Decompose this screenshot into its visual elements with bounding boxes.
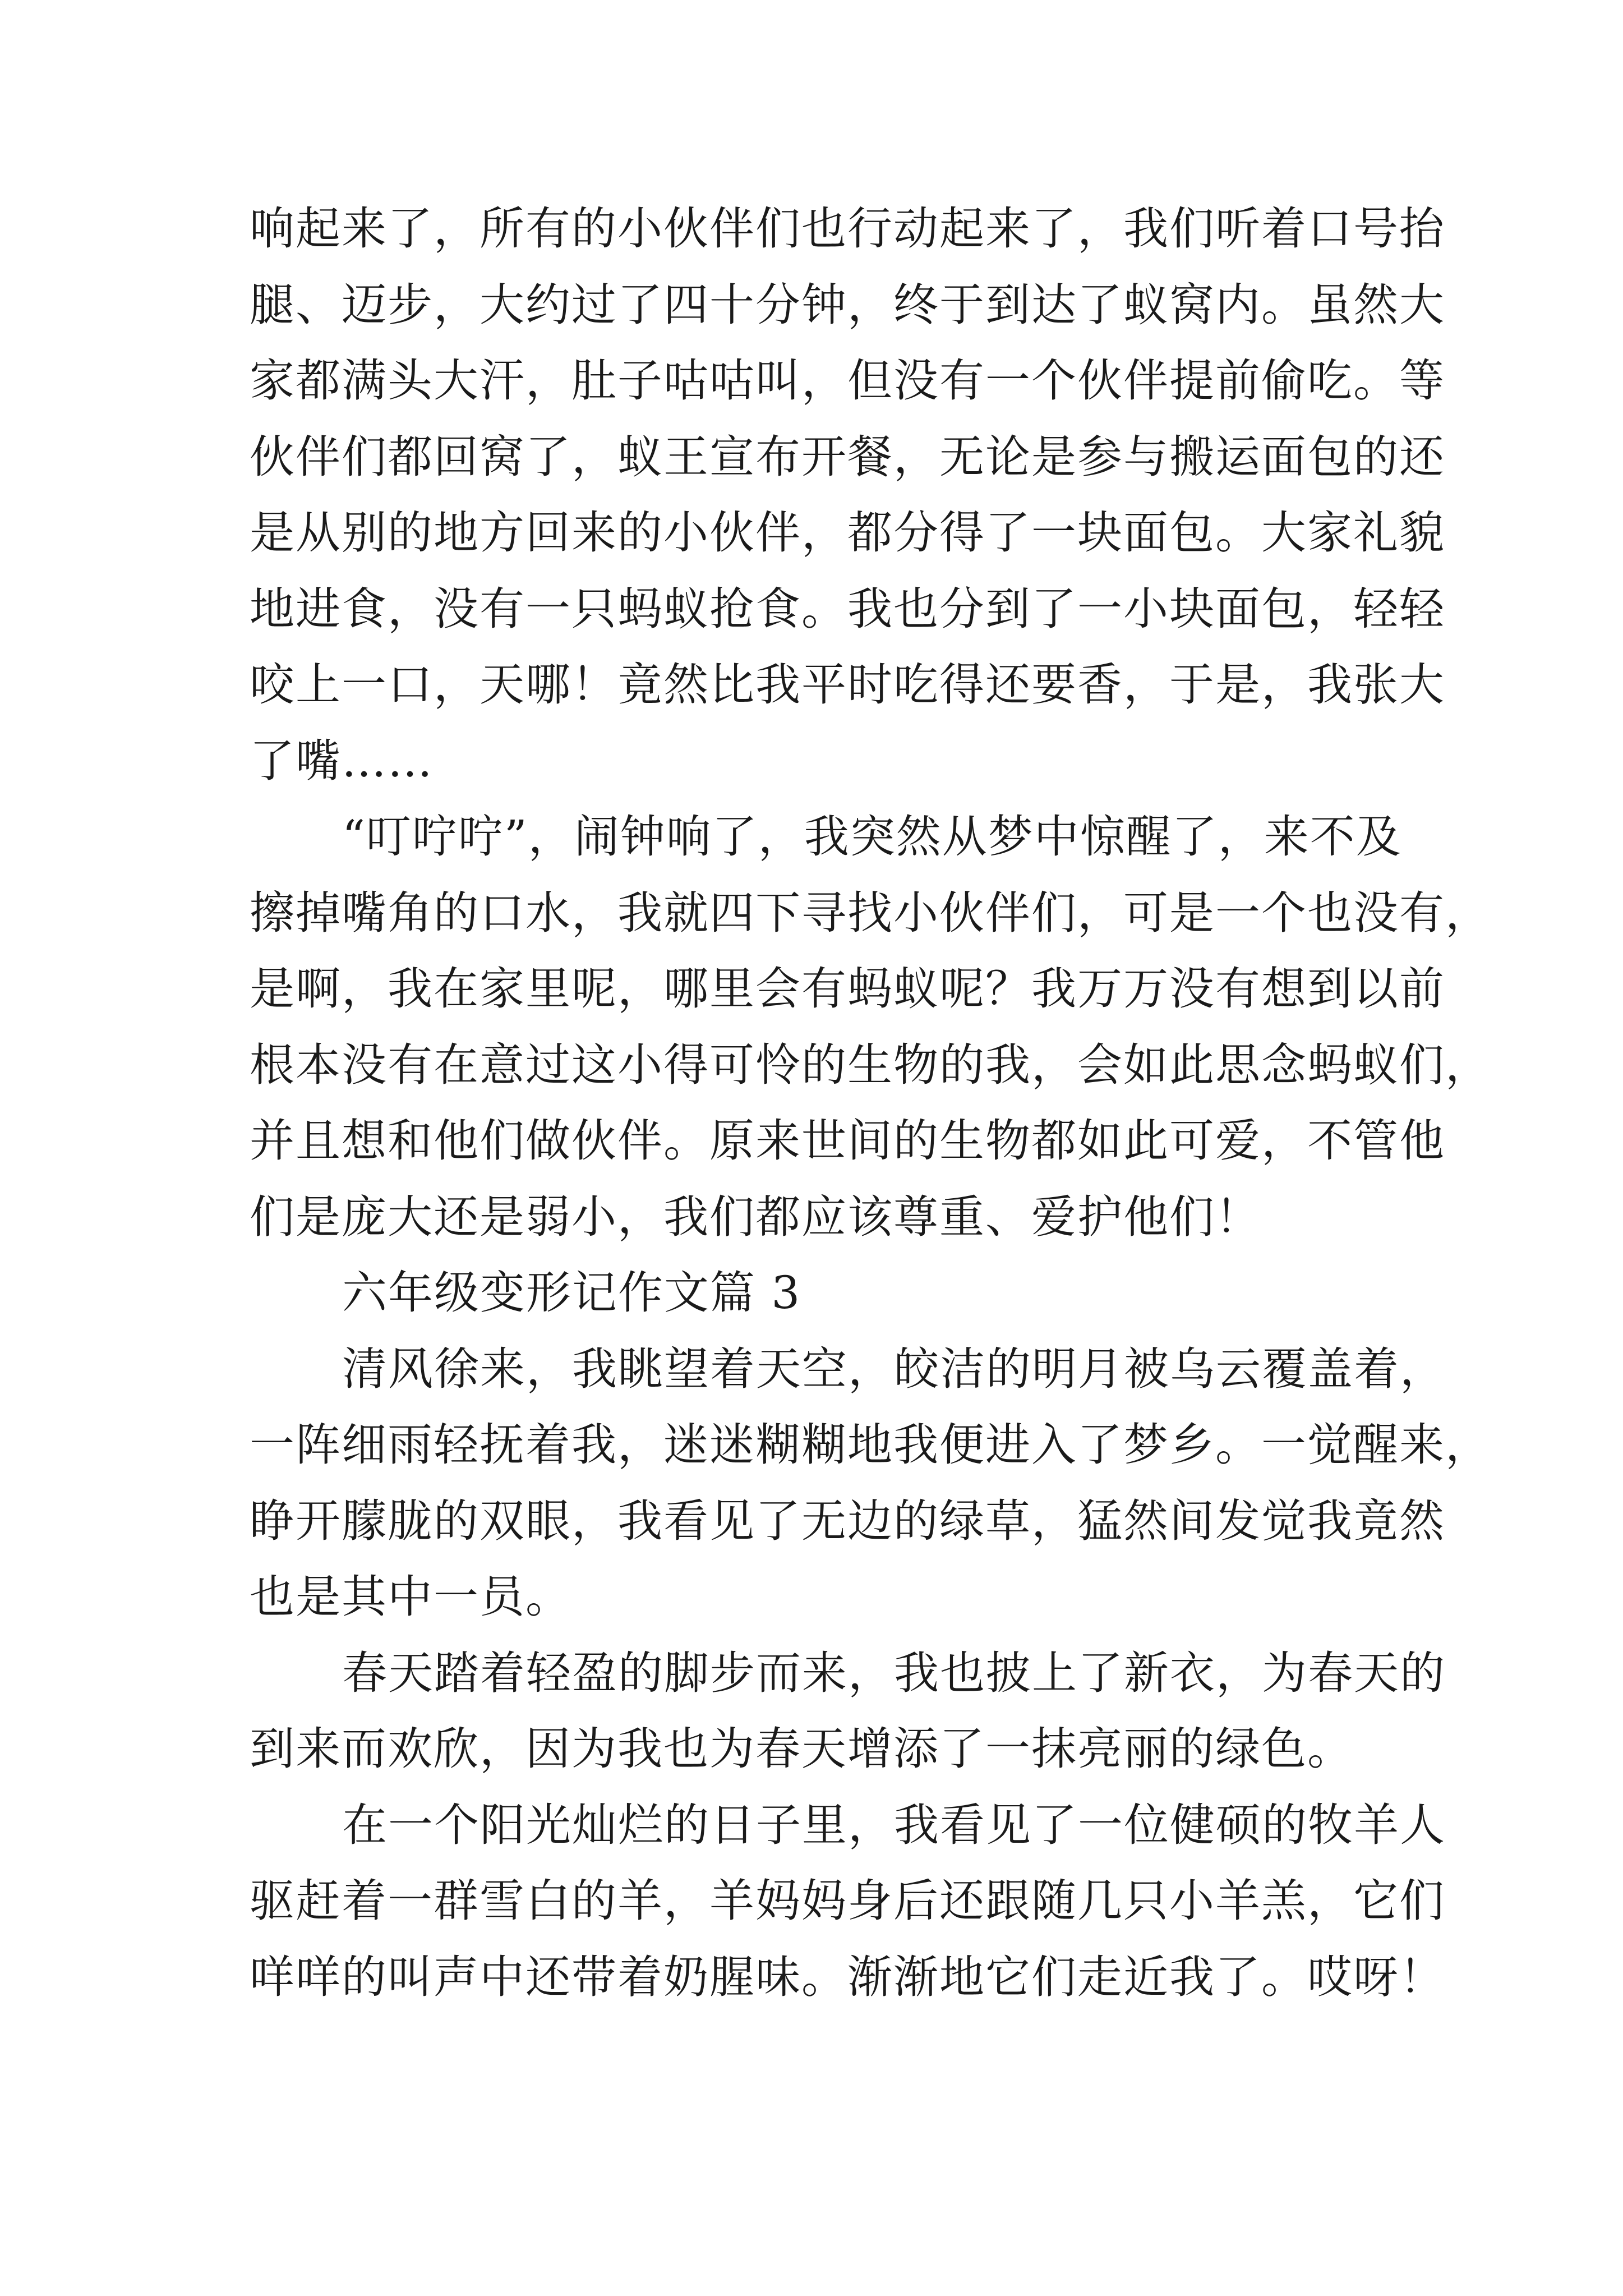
text-line-17: 一阵细雨轻抚着我，迷迷糊糊地我便进入了梦乡。一觉醒来，: [250, 1419, 1491, 1471]
text-line-19: 也是其中一员。: [250, 1571, 571, 1623]
text-line-21: 到来而欢欣，因为我也为春天增添了一抹亮丽的绿色。: [250, 1723, 1353, 1775]
text-line-16: 清风徐来，我眺望着天空，皎洁的明月被乌云覆盖着，: [342, 1342, 1446, 1395]
text-line-10: 擦掉嘴角的口水，我就四下寻找小伙伴们，可是一个也没有，: [250, 886, 1491, 939]
text-line-6: 地进食，没有一只蚂蚁抢食。我也分到了一小块面包，轻轻: [250, 582, 1445, 635]
text-line-14: 们是庞大还是弱小，我们都应该尊重、爱护他们！: [250, 1190, 1261, 1243]
text-line-3: 家都满头大汗，肚子咕咕叫，但没有一个伙伴提前偷吃。等: [250, 355, 1445, 407]
text-line-20: 春天踏着轻盈的脚步而来，我也披上了新衣，为春天的: [342, 1646, 1446, 1699]
text-line-11: 是啊，我在家里呢，哪里会有蚂蚁呢？我万万没有想到以前: [250, 963, 1445, 1015]
text-line-13: 并且想和他们做伙伴。原来世间的生物都如此可爱，不管他: [250, 1115, 1445, 1167]
text-line-18: 睁开朦胧的双眼，我看见了无边的绿草，猛然间发觉我竟然: [250, 1494, 1445, 1547]
text-line-8: 了嘴……: [250, 734, 434, 787]
section-heading: 六年级变形记作文篇 3: [342, 1267, 801, 1319]
text-line-1: 响起来了，所有的小伙伴们也行动起来了，我们听着口号抬: [250, 203, 1445, 255]
text-line-23: 驱赶着一群雪白的羊，羊妈妈身后还跟随几只小羊羔，它们: [250, 1875, 1445, 1927]
text-line-9: “叮咛咛”，闹钟响了，我突然从梦中惊醒了，来不及: [342, 811, 1402, 863]
text-line-5: 是从别的地方回来的小伙伴，都分得了一块面包。大家礼貌: [250, 507, 1445, 559]
text-line-4: 伙伴们都回窝了，蚁王宣布开餐，无论是参与搬运面包的还: [250, 430, 1445, 483]
text-line-2: 腿、迈步，大约过了四十分钟，终于到达了蚁窝内。虽然大: [250, 278, 1445, 331]
text-line-22: 在一个阳光灿烂的日子里，我看见了一位健硕的牧羊人: [342, 1798, 1446, 1851]
text-line-12: 根本没有在意过这小得可怜的生物的我，会如此思念蚂蚁们，: [250, 1038, 1491, 1091]
text-line-7: 咬上一口，天哪！竟然比我平时吃得还要香，于是，我张大: [250, 659, 1445, 711]
text-line-24: 咩咩的叫声中还带着奶腥味。渐渐地它们走近我了。哎呀！: [250, 1950, 1445, 2003]
essay-text: [250, 191, 1491, 2015]
